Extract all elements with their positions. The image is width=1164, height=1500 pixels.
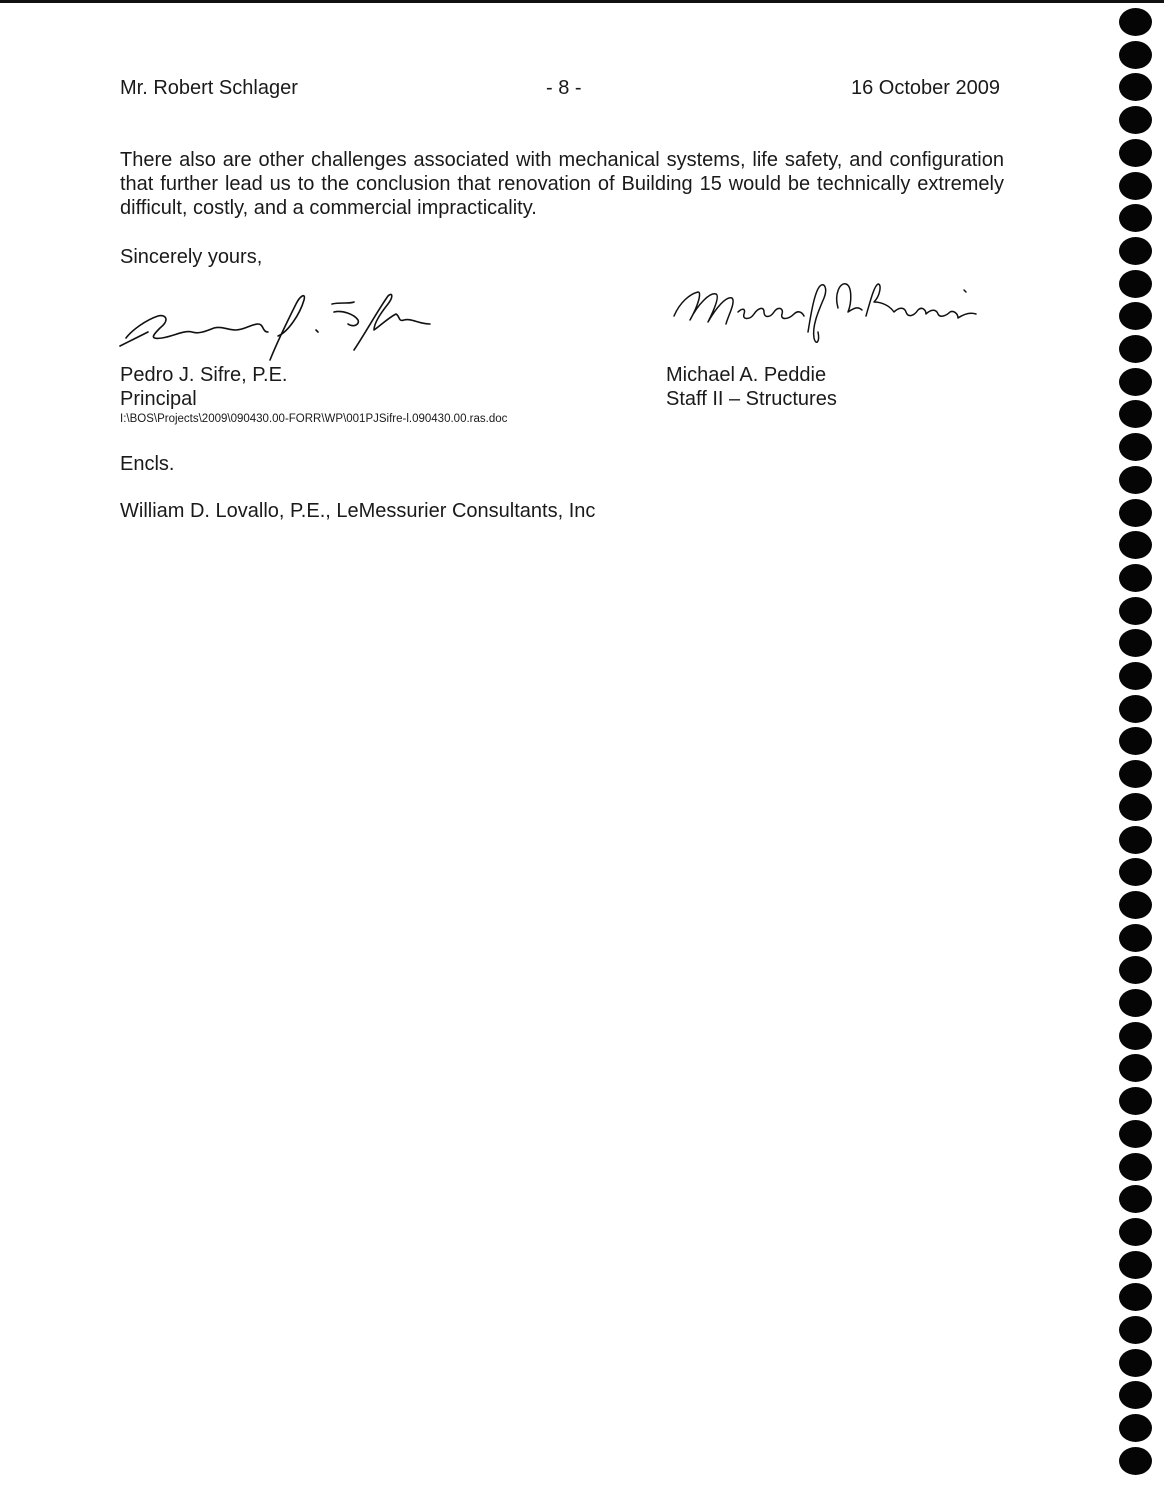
signatory-2-name: Michael A. Peddie — [666, 364, 827, 386]
enclosures-note: Encls. — [120, 453, 175, 475]
punch-hole — [1119, 891, 1152, 919]
punch-hole — [1119, 1054, 1152, 1082]
signatory-2-title: Staff II – Structures — [666, 388, 837, 410]
punch-hole — [1119, 400, 1152, 428]
body-paragraph: There also are other challenges associated with mechanical systems, life safety, and configuration that further lead us to the conclusion that renovation of Building 15 would be technically extremely difficult, costly, and a commercial impracticality. — [120, 149, 1004, 219]
header-page-number: - 8 - — [546, 77, 582, 99]
scan-top-edge — [0, 0, 1164, 3]
punch-hole — [1119, 1251, 1152, 1279]
punch-hole — [1119, 858, 1152, 886]
punch-hole — [1119, 956, 1152, 984]
punch-hole — [1119, 695, 1152, 723]
punch-hole — [1119, 1185, 1152, 1213]
punch-hole — [1119, 73, 1152, 101]
signatory-1-title: Principal — [120, 388, 197, 410]
punch-hole — [1119, 139, 1152, 167]
binding-punch-holes — [1119, 0, 1159, 1500]
punch-hole — [1119, 1218, 1152, 1246]
punch-hole — [1119, 41, 1152, 69]
signature-pedro-sifre — [118, 280, 448, 370]
punch-hole — [1119, 8, 1152, 36]
punch-hole — [1119, 499, 1152, 527]
header-date: 16 October 2009 — [851, 77, 1000, 99]
punch-hole — [1119, 989, 1152, 1017]
punch-hole — [1119, 1381, 1152, 1409]
punch-hole — [1119, 1087, 1152, 1115]
punch-hole — [1119, 335, 1152, 363]
punch-hole — [1119, 237, 1152, 265]
punch-hole — [1119, 662, 1152, 690]
punch-hole — [1119, 531, 1152, 559]
punch-hole — [1119, 1022, 1152, 1050]
punch-hole — [1119, 760, 1152, 788]
punch-hole — [1119, 368, 1152, 396]
punch-hole — [1119, 172, 1152, 200]
closing-salutation: Sincerely yours, — [120, 246, 263, 268]
document-file-path: I:\BOS\Projects\2009\090430.00-FORR\WP\001PJSifre-l.090430.00.ras.doc — [120, 413, 508, 425]
punch-hole — [1119, 466, 1152, 494]
punch-hole — [1119, 924, 1152, 952]
punch-hole — [1119, 629, 1152, 657]
punch-hole — [1119, 564, 1152, 592]
signature-michael-peddie — [668, 272, 988, 352]
punch-hole — [1119, 793, 1152, 821]
cc-recipient: William D. Lovallo, P.E., LeMessurier Consultants, Inc — [120, 500, 596, 522]
header-recipient: Mr. Robert Schlager — [120, 77, 298, 99]
punch-hole — [1119, 826, 1152, 854]
punch-hole — [1119, 270, 1152, 298]
punch-hole — [1119, 1349, 1152, 1377]
punch-hole — [1119, 597, 1152, 625]
punch-hole — [1119, 106, 1152, 134]
punch-hole — [1119, 727, 1152, 755]
punch-hole — [1119, 1153, 1152, 1181]
punch-hole — [1119, 302, 1152, 330]
punch-hole — [1119, 433, 1152, 461]
punch-hole — [1119, 1120, 1152, 1148]
punch-hole — [1119, 1283, 1152, 1311]
punch-hole — [1119, 1316, 1152, 1344]
punch-hole — [1119, 204, 1152, 232]
signatory-1-name: Pedro J. Sifre, P.E. — [120, 364, 288, 386]
punch-hole — [1119, 1414, 1152, 1442]
punch-hole — [1119, 1447, 1152, 1475]
